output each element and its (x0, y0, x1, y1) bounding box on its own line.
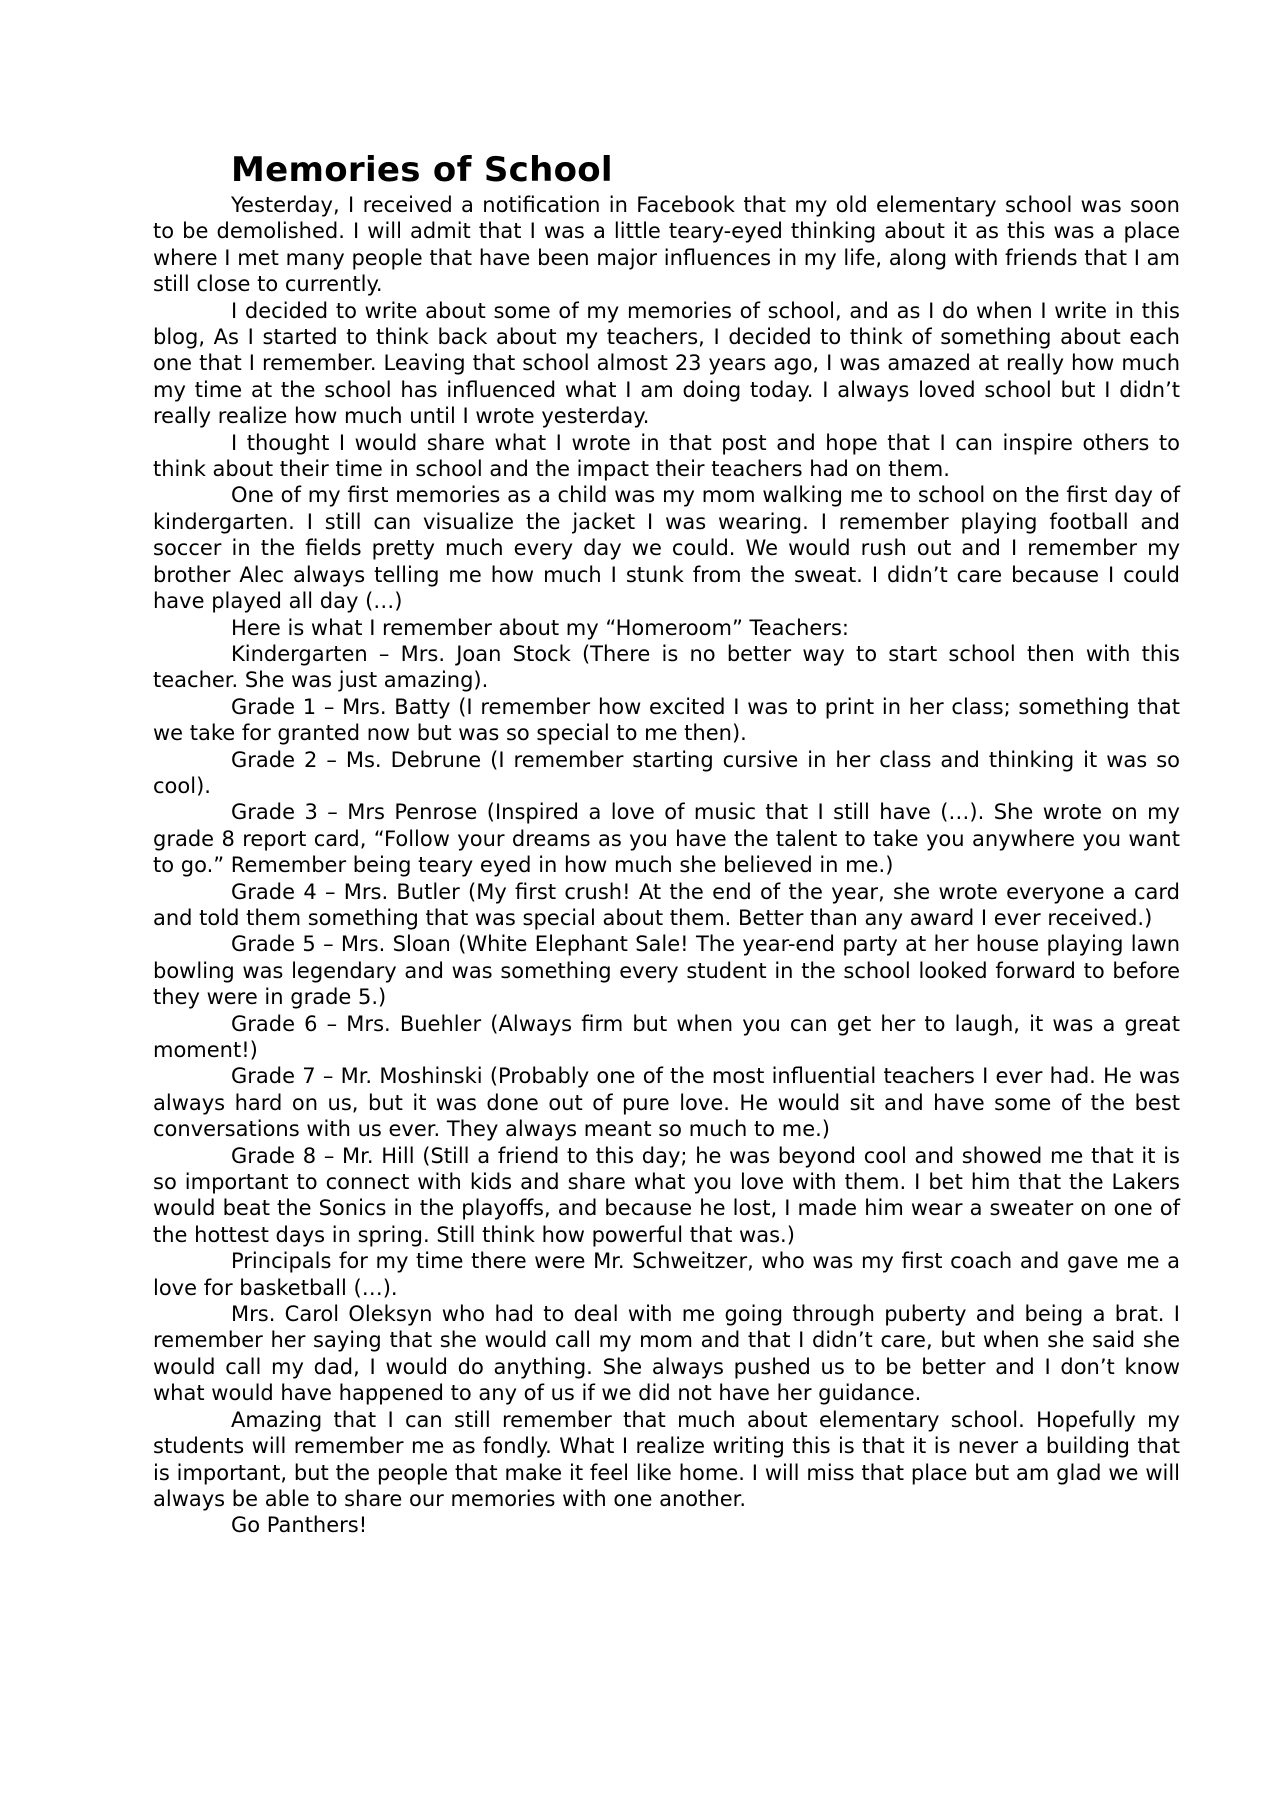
paragraph-oleksyn: Mrs. Carol Oleksyn who had to deal with me going through puberty and being a brat. I remember her saying that she would call my mom and that I didn’t care, but when she said she would call my dad, I would do anything. She always pushed us to be better and I don’t know what would have happened to any of us if we did not have her guidance. (153, 1302, 1180, 1406)
paragraph-grade-3: Grade 3 – Mrs Penrose (Inspired a love of music that I still have (…). She wrote on my grade 8 report card, “Follow your dreams as you have the talent to take you anywhere you want to go.” Remember being teary eyed in how much she believed in me.) (153, 800, 1180, 878)
paragraph-grade-2: Grade 2 – Ms. Debrune (I remember starting cursive in her class and thinking it was so cool). (153, 747, 1180, 798)
paragraph-grade-8: Grade 8 – Mr. Hill (Still a friend to this day; he was beyond cool and showed me that it is so important to connect with kids and share what you love with them. I bet him that the Lakers would beat the Sonics in the playoffs, and because he lost, I made him wear a sweater on one of the hottest days in spring. Still think how powerful that was.) (153, 1143, 1180, 1247)
paragraph-homeroom-intro: Here is what I remember about my “Homeroom” Teachers: (231, 615, 849, 640)
paragraph-share: I thought I would share what I wrote in that post and hope that I can inspire others to think about their time in school and the impact their teachers had on them. (153, 430, 1180, 482)
document-page (153, 148, 1180, 1539)
paragraph-memories: I decided to write about some of my memories of school, and as I do when I write in this blog, As I started to think back about my teachers, I decided to think of something about each one that I remember. Leaving that school almost 23 years ago, I was amazed at really how much my time at the school has influenced what I am doing today. I always loved school but I didn’t really realize how much until I wrote yesterday. (153, 298, 1180, 429)
paragraph-principals: Principals for my time there were Mr. Schweitzer, who was my first coach and gave me a love for basketball (…). (153, 1249, 1180, 1300)
paragraph-grade-4: Grade 4 – Mrs. Butler (My first crush! At the end of the year, she wrote everyone a card and told them something that was special about them. Better than any award I ever received.) (153, 879, 1180, 930)
paragraph-grade-5: Grade 5 – Mrs. Sloan (White Elephant Sale! The year-end party at her house playing lawn bowling was legendary and was something every student in the school looked forward to before they were in grade 5.) (153, 932, 1180, 1010)
paragraph-kindergarten: Kindergarten – Mrs. Joan Stock (There is no better way to start school then with this teacher. She was just amazing). (153, 641, 1180, 693)
paragraph-closing: Amazing that I can still remember that much about elementary school. Hopefully my students will remember me as fondly. What I realize writing this is that it is never a building that is important, but the people that make it feel like home. I will miss that place but am glad we will always be able to share our memories with one another. (153, 1407, 1180, 1511)
paragraph-go-panthers: Go Panthers! (231, 1513, 368, 1538)
document-title: Memories of School (231, 150, 613, 190)
paragraph-grade-6: Grade 6 – Mrs. Buehler (Always firm but when you can get her to laugh, it was a great moment!) (153, 1011, 1180, 1062)
paragraph-intro: Yesterday, I received a notification in Facebook that my old elementary school was soon to be demolished. I will admit that I was a little teary-eyed thinking about it as this was a place where I met many people that have been major influences in my life, along with friends that I am still close to currently. (153, 193, 1180, 297)
paragraph-grade-1: Grade 1 – Mrs. Batty (I remember how excited I was to print in her class; something that we take for granted now but was so special to me then). (153, 694, 1180, 746)
paragraph-first-memories: One of my first memories as a child was my mom walking me to school on the first day of kindergarten. I still can visualize the jacket I was wearing. I remember playing football and soccer in the fields pretty much every day we could. We would rush out and I remember my brother Alec always telling me how much I stunk from the sweat. I didn’t care because I could have played all day (…) (153, 483, 1180, 614)
paragraph-grade-7: Grade 7 – Mr. Moshinski (Probably one of the most influential teachers I ever had. He was always hard on us, but it was done out of pure love. He would sit and have some of the best conversations with us ever. They always meant so much to me.) (153, 1064, 1180, 1142)
